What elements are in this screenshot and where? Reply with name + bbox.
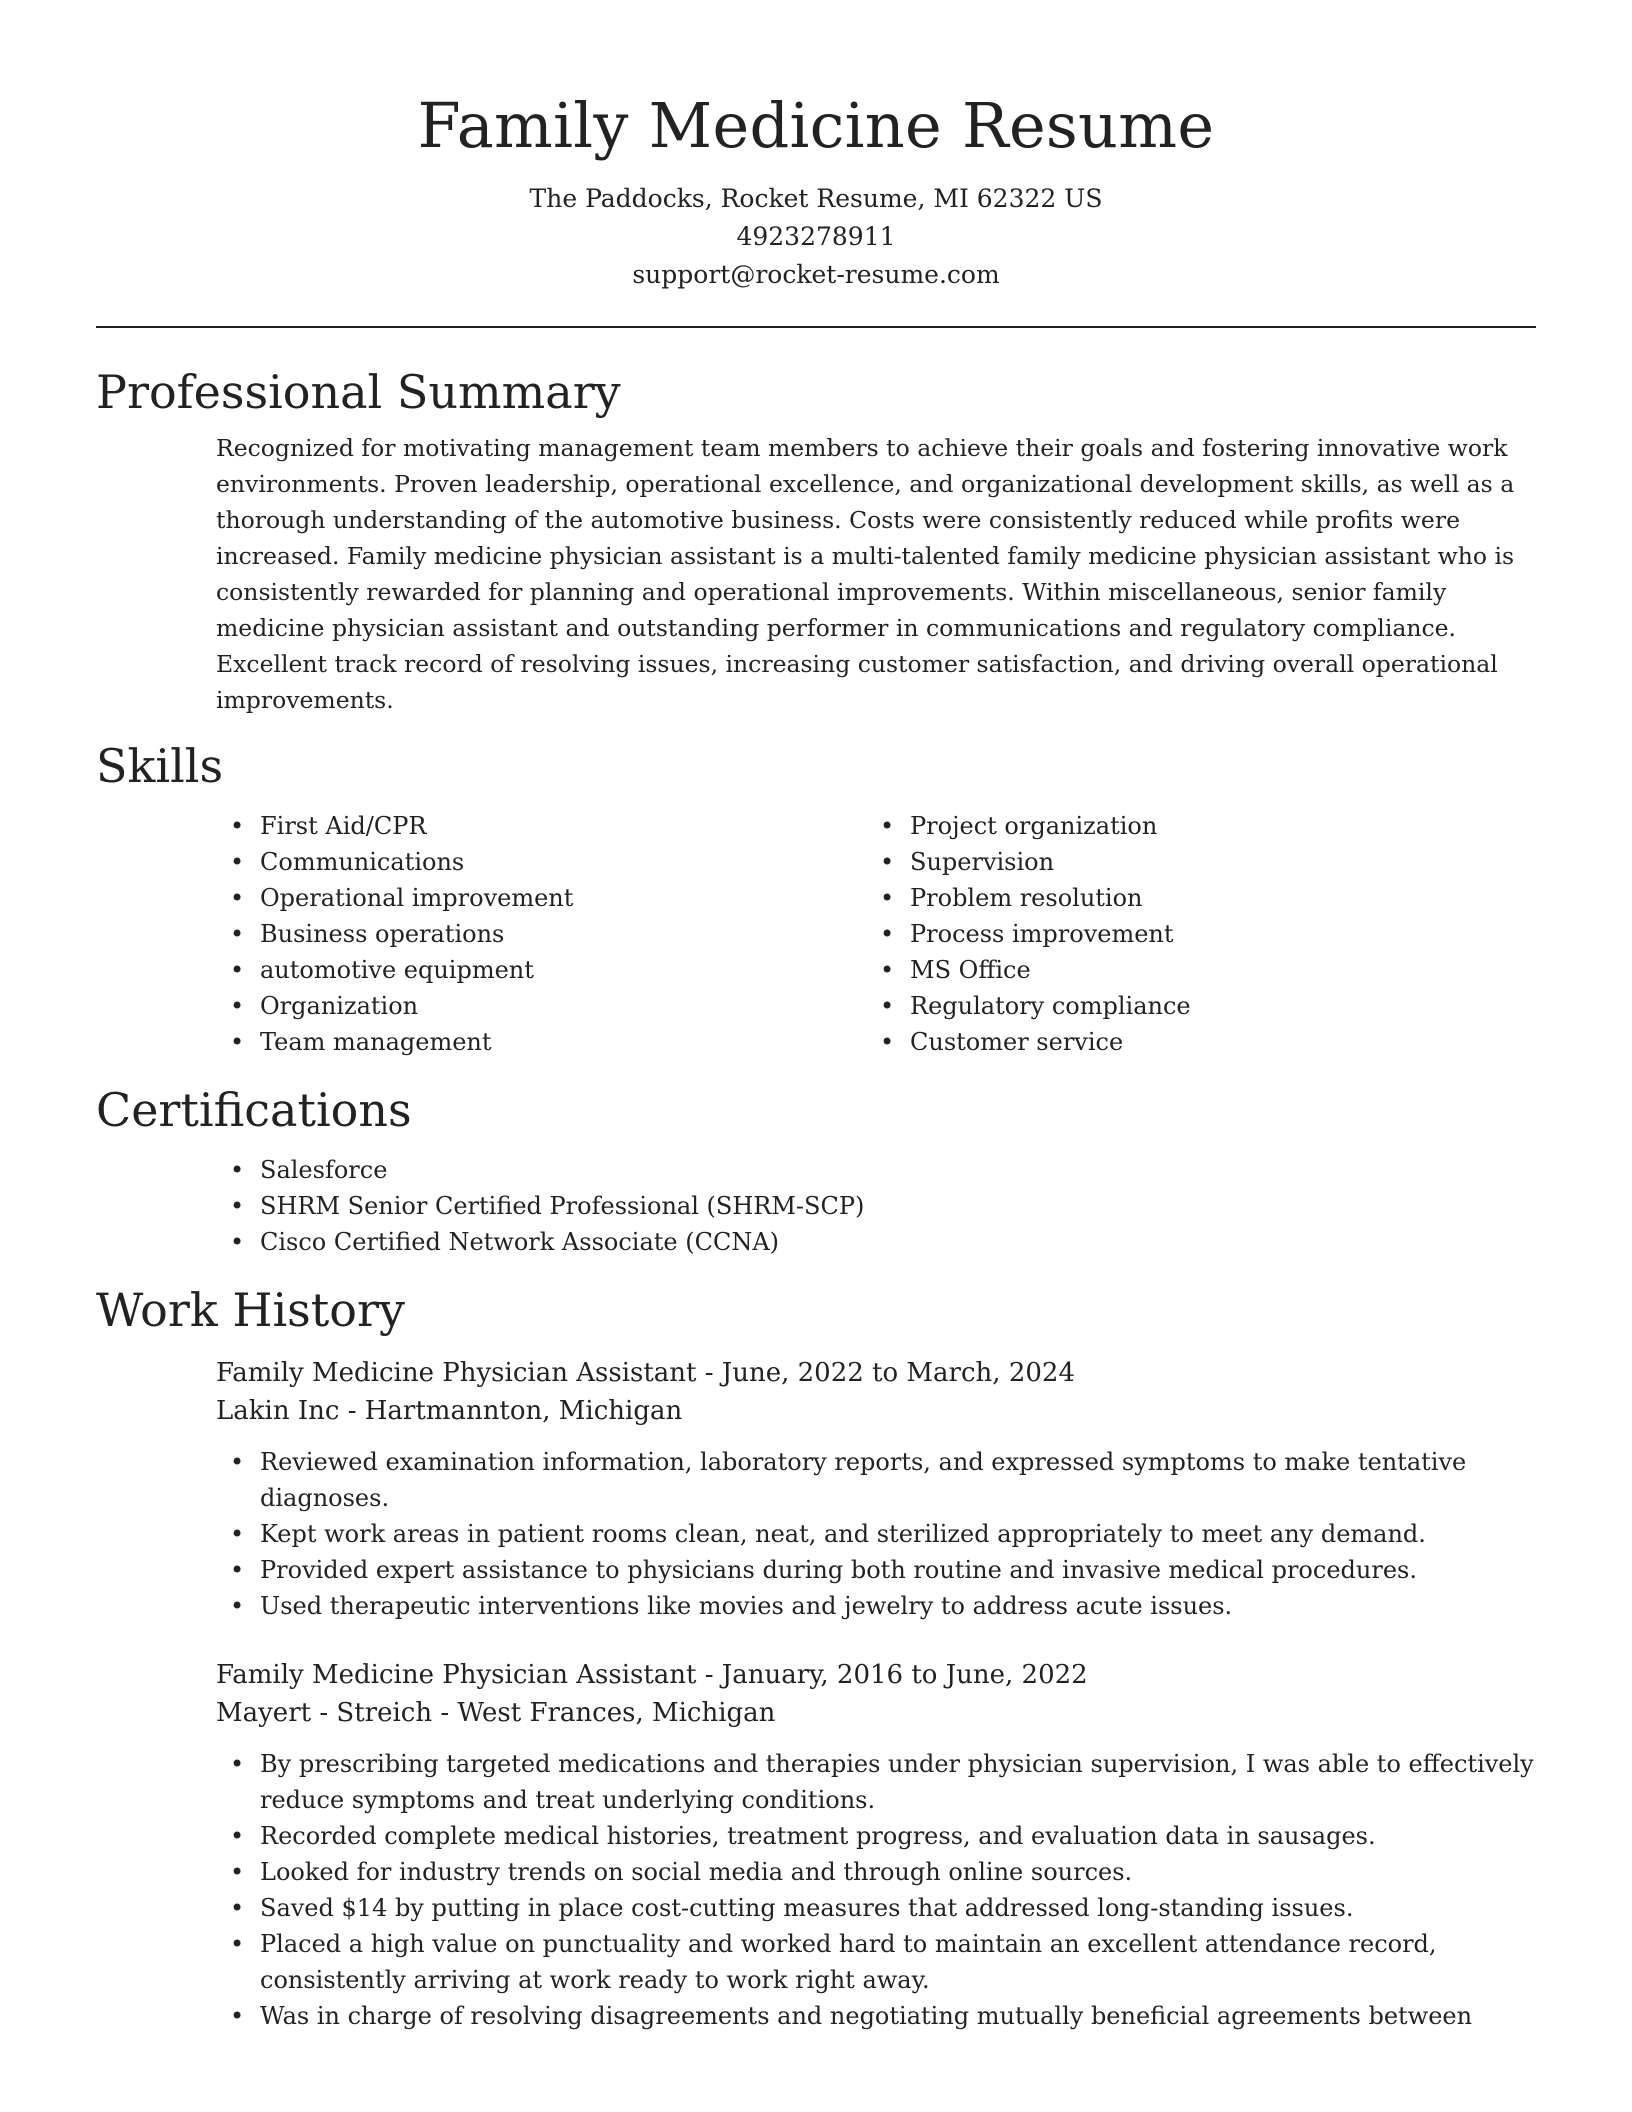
resume-page [96, 0, 1536, 2112]
skill-item: • Project organization [866, 808, 1516, 844]
header-divider [96, 326, 1536, 328]
job-entry [216, 1354, 1536, 1624]
summary-heading: Professional Summary [96, 365, 621, 419]
job-bullet: • Looked for industry trends on social media and through online sources. [216, 1854, 1536, 1890]
job-bullet: • Used therapeutic interventions like movies and jewelry to address acute issues. [216, 1588, 1536, 1624]
contact-address: The Paddocks, Rocket Resume, MI 62322 US [529, 184, 1103, 213]
work-section [96, 1282, 1536, 2034]
job-title: Family Medicine Physician Assistant - June, 2022 to March, 2024 [216, 1358, 1075, 1388]
resume-header [96, 0, 1536, 294]
skill-item: • MS Office [866, 952, 1516, 988]
resume-title: Family Medicine Resume [417, 89, 1215, 162]
job-bullet: • Recorded complete medical histories, treatment progress, and evaluation data in sausages. [216, 1818, 1536, 1854]
job-bullet: • Placed a high value on punctuality and worked hard to maintain an excellent attendance record, consistently arriving at work ready to work right away. [216, 1926, 1536, 1998]
job-entry [216, 1656, 1536, 2034]
skill-item: • Supervision [866, 844, 1516, 880]
job-company: Mayert - Streich - West Frances, Michigan [216, 1698, 776, 1728]
job-bullet: • By prescribing targeted medications and therapies under physician supervision, I was able to effectively reduce symptoms and treat underlying conditions. [216, 1746, 1536, 1818]
skill-item: • Customer service [866, 1024, 1516, 1060]
summary-section [96, 364, 1536, 718]
skill-item: • Problem resolution [866, 880, 1516, 916]
job-bullet: • Provided expert assistance to physicians during both routine and invasive medical procedures. [216, 1552, 1536, 1588]
job-company: Lakin Inc - Hartmannton, Michigan [216, 1396, 683, 1426]
work-heading: Work History [96, 1283, 405, 1337]
skills-grid [216, 808, 1536, 1060]
job-bullets [216, 1746, 1536, 2034]
job-bullet: • Reviewed examination information, laboratory reports, and expressed symptoms to make tentative diagnoses. [216, 1444, 1536, 1516]
job-bullet: • Was in charge of resolving disagreements and negotiating mutually beneficial agreements between [216, 1998, 1536, 2034]
certification-item: • Cisco Certified Network Associate (CCNA) [216, 1224, 1536, 1260]
skill-item: • Team management [216, 1024, 866, 1060]
skill-item: • Regulatory compliance [866, 988, 1516, 1024]
skill-item: • Organization [216, 988, 866, 1024]
skill-item: • automotive equipment [216, 952, 866, 988]
skill-item: • Business operations [216, 916, 866, 952]
certifications-heading: Certifications [96, 1083, 412, 1137]
job-bullets [216, 1444, 1536, 1624]
certifications-section [96, 1082, 1536, 1260]
job-bullet: • Kept work areas in patient rooms clean, neat, and sterilized appropriately to meet any demand. [216, 1516, 1536, 1552]
summary-text: Recognized for motivating management team members to achieve their goals and fostering innovative work environments. Proven leadership, operational excellence, and organizational development skills, as well as a thorough understanding of the automotive business. Costs were consistently reduced while profits were increased. Family medicine physician assistant is a multi-talented family medicine physician assistant who is consistently rewarded for planning and operational improvements. Within miscellaneous, senior family medicine physician assistant and outstanding performer in communications and regulatory compliance. Excellent track record of resolving issues, increasing customer satisfaction, and driving overall operational improvements. [216, 434, 1515, 714]
skills-column-right [866, 808, 1516, 1060]
skill-item: • Communications [216, 844, 866, 880]
skills-column-left [216, 808, 866, 1060]
skill-item: • First Aid/CPR [216, 808, 866, 844]
certifications-list [216, 1152, 1536, 1260]
job-bullet: • Saved $14 by putting in place cost-cutting measures that addressed long-standing issues. [216, 1890, 1536, 1926]
skills-heading: Skills [96, 739, 224, 793]
skill-item: • Process improvement [866, 916, 1516, 952]
skills-list-right [866, 808, 1516, 1060]
skills-list-left [216, 808, 866, 1060]
contact-email: support@rocket-resume.com [632, 260, 1000, 289]
certification-item: • Salesforce [216, 1152, 1536, 1188]
contact-block [96, 180, 1536, 294]
skills-section [96, 738, 1536, 1060]
skill-item: • Operational improvement [216, 880, 866, 916]
job-title: Family Medicine Physician Assistant - January, 2016 to June, 2022 [216, 1660, 1088, 1690]
contact-phone: 4923278911 [736, 222, 896, 251]
certification-item: • SHRM Senior Certified Professional (SHRM-SCP) [216, 1188, 1536, 1224]
